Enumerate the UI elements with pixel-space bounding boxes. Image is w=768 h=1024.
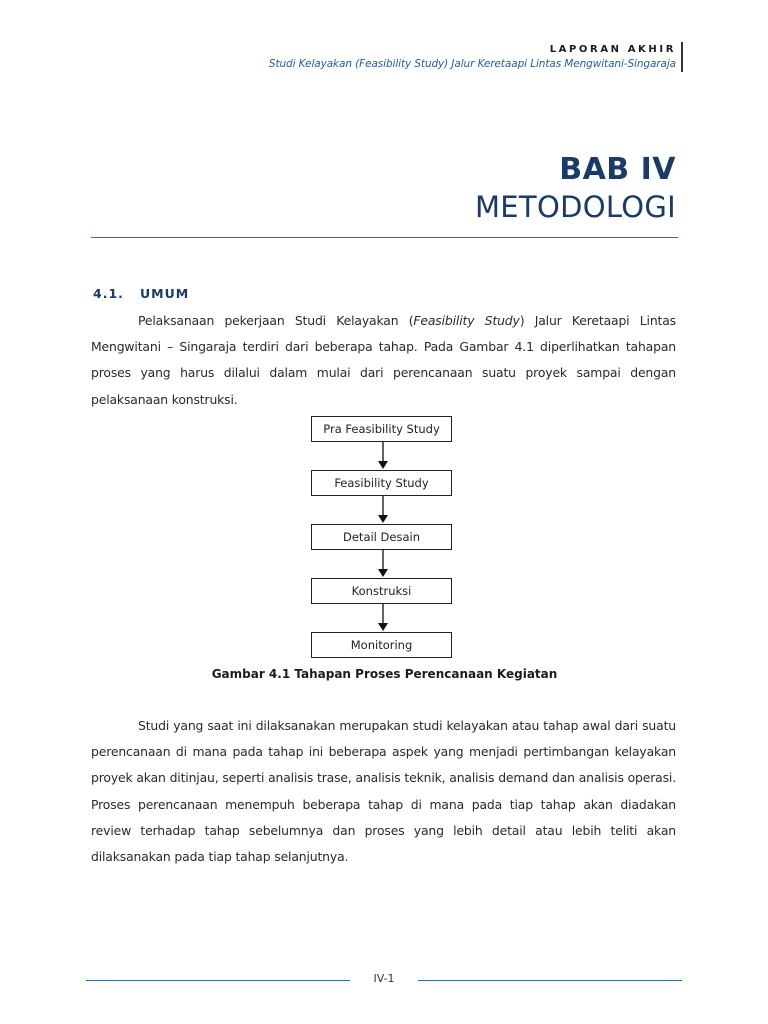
flow-step-feasibility: Feasibility Study xyxy=(311,470,452,496)
report-subtitle: Studi Kelayakan (Feasibility Study) Jalur Keretaapi Lintas Mengwitani-Singaraja xyxy=(268,58,676,70)
flow-arrow-2 xyxy=(376,496,390,523)
page-number: IV-1 xyxy=(373,972,395,985)
footer-rule-left xyxy=(86,980,350,981)
flow-arrow-4 xyxy=(376,604,390,631)
section-heading xyxy=(93,286,189,301)
italic-term: Feasibility Study xyxy=(413,313,520,328)
paragraph-intro: Pelaksanaan pekerjaan Studi Kelayakan (Feasibility Study) Jalur Keretaapi Lintas Mengwitani – Singaraja terdiri dari beberapa tahap. Pada Gambar 4.1 diperlihatkan tahapan proses yang harus dilalui dalam mulai dari perencanaan suatu proyek sampai dengan pelaksanaan konstruksi. xyxy=(91,313,676,407)
chapter-heading xyxy=(475,150,676,224)
running-header xyxy=(269,44,676,70)
section-title: UMUM xyxy=(140,286,190,301)
flow-step-pra-feasibility: Pra Feasibility Study xyxy=(311,416,452,442)
flow-step-konstruksi: Konstruksi xyxy=(311,578,452,604)
figure-caption: Gambar 4.1 Tahapan Proses Perencanaan Kegiatan xyxy=(211,667,558,681)
flow-arrow-1 xyxy=(376,442,390,469)
flow-arrow-3 xyxy=(376,550,390,577)
flow-step-monitoring: Monitoring xyxy=(311,632,452,658)
report-label: LAPORAN AKHIR xyxy=(549,44,676,55)
chapter-title: METODOLOGI xyxy=(474,190,676,224)
section-number: 4.1. xyxy=(93,286,124,301)
chapter-rule xyxy=(91,237,678,238)
flow-step-detail-desain: Detail Desain xyxy=(311,524,452,550)
footer-rule-right xyxy=(418,980,682,981)
paragraph-study: Studi yang saat ini dilaksanakan merupakan studi kelayakan atau tahap awal dari suatu perencanaan di mana pada tahap ini beberapa aspek yang menjadi pertimbangan kelayakan proyek akan ditinjau, seperti analisis trase, analisis teknik, analisis demand dan analisis operasi. Proses perencanaan menempuh beberapa tahap di mana pada tiap tahap akan diadakan review terhadap tahap sebelumnya dan proses yang lebih detail atau lebih teliti akan dilaksanakan pada tiap tahap selanjutnya. xyxy=(91,718,676,865)
header-divider xyxy=(681,42,683,72)
chapter-number: BAB IV xyxy=(559,152,676,187)
